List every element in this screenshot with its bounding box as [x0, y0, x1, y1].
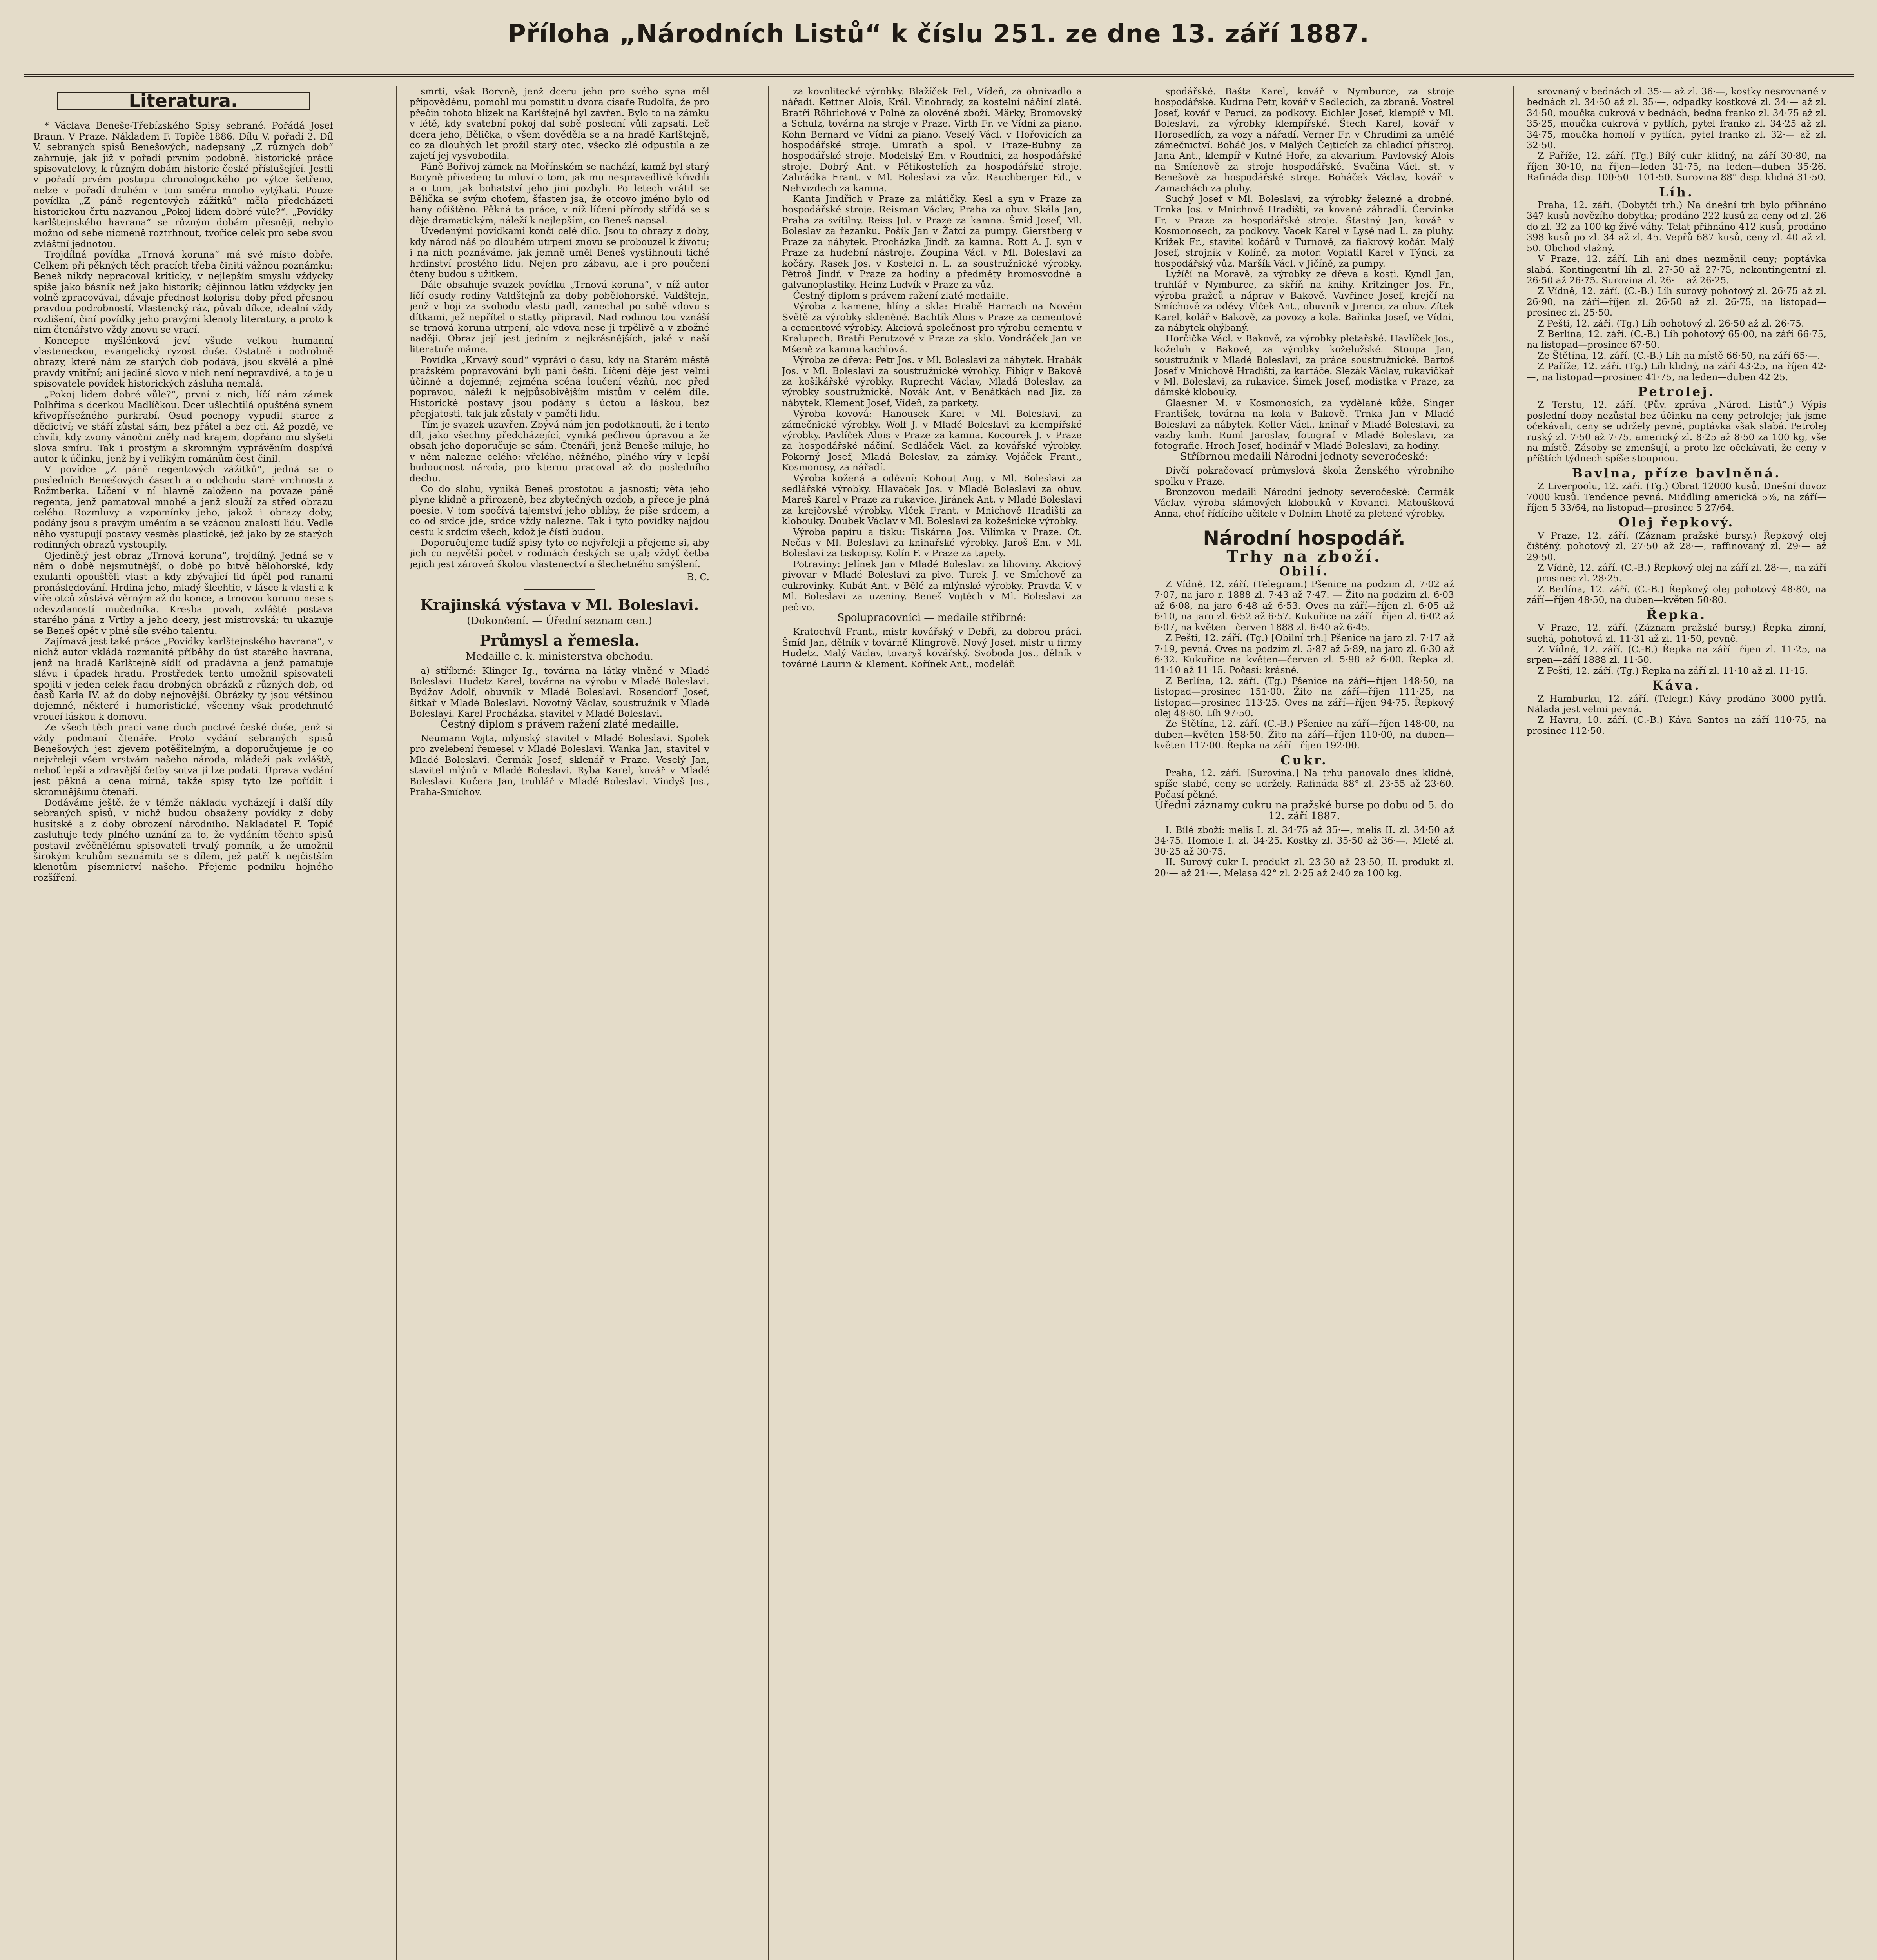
paragraph: Z Pešti, 12. září. (Tg.) [Obilní trh.] Pšenice na jaro zl. 7·17 až 7·19, pevná. Oves na podzim zl. 5·87 až 5·89, na jaro zl. 6·30 až 6·32. Kukuřice na květen—červen zl. 5·98 až 6·00. Řepka zl. 11·10 až 11·15. Počasí: krásné. — [1154, 632, 1454, 676]
paragraph: Kanta Jindřich v Praze za mlátičky. Kesl a syn v Praze za hospodářské stroje. Reisman Václav, Praha za obuv. Skála Jan, Praha za svítilny. Reiss Jul. v Praze za kamna. Šmid Josef, Ml. Boleslav za řezanku. Pošík Jan v Žatci za pumpy. Gierstberg v Praze za nábytek. Procházka Jindř. za kamna. Rott A. J. syn v Praze za hudební nástroje. Zoupina Václ. v Ml. Boleslavi za kočáry. Rasek Jos. v Kostelci n. L. za soustružnické výrobky. Pětroš Jindř. v Praze za hodiny a předměty hromosvodné a galvanoplastiky. Heinz Ludvík v Praze za vůz. — [782, 193, 1082, 290]
spolupracovnici-heading: Spolupracovníci — medaile stříbrné: — [837, 612, 1026, 624]
paragraph: Výroba kožená a oděvní: Kohout Aug. v Ml. Boleslavi za sedlářské výrobky. Hlaváček Jos. v Mladé Boleslavi za obuv. Mareš Karel v Praze za rukavice. Jiránek Ant. v Mladé Boleslavi za krejčovské výrobky. Vlček Frant. v Mnichově Hradišti za klobouky. Doubek Václav v Ml. Boleslavi za kožešnické výrobky. — [782, 472, 1082, 527]
paragraph: Ze Štětína, 12. září. (C.-B.) Pšenice na září—říjen 148·00, na duben—květen 158·50. Žito na září—říjen 110·00, na duben—květen 117·00. Řepka na září—říjen 192·00. — [1154, 718, 1454, 751]
paragraph: Ze všech těch prací vane duch poctivé české duše, jenž si vždy podmaní čtenáře. Proto vydání sebraných spisů Benešových jest zjevem potěšitelným, a doporučujeme je co nejvřeleji všem vrstvám našeho národa, mládeži pak zvláště, neboť lepší a zdravější četby sotva jí lze podati. Úprava vydání jest pěkná a cena mírná, takže spisy tyto lze pořídit i skromnějšímu čtenáři. — [33, 722, 333, 797]
paragraph: Tím je svazek uzavřen. Zbývá nám jen podotknouti, že i tento díl, jako všechny předcházející, vyniká pečlivou úpravou a že obsah jeho doporučuje se sám. Čtenáři, jenž Beneše miluje, ho v něm nalezne celého: vřelého, něžného, plného víry v lepší budoucnost národa, pro kterou pracoval až do posledního dechu. — [410, 419, 709, 484]
paragraph: Zajímavá jest také práce „Povídky karlštejnského havrana“, v nichž autor vkládá rozmanité příběhy do úst starého havrana, jenž na hradě Karlštejně sídlí od pradávna a jenž pamatuje slávu i úpadek hradu. Prostředek tento umožnil spisovateli spojiti v jeden celek řadu drobných obrázků z různých dob, od časů Karla IV. až do doby nejnovější. Obrázky ty jsou většinou dojemné, některé i humoristické, všechny však prodchnuté vroucí láskou k domovu. — [33, 635, 333, 722]
paragraph: Bronzovou medaili Národní jednoty severočeské: Čermák Václav, výroba slámových klobouků v Kovanci. Matoušková Anna, choť řídícího učitele v Dolním Lhotě za pletené výrobky. — [1154, 486, 1454, 519]
paragraph: Dodáváme ještě, že v témže nákladu vycházejí i další díly sebraných spisů, v nichž budou obsaženy povídky z doby husitské a z doby obrození národního. Nakladatel F. Topič zasluhuje tedy plného uznání za to, že vydáním těchto spisů postavil zvěčnělému spisovateli trvalý pomník, a že umožnil širokým kruhům seznámiti se s dílem, jež patří k nejčistším klenotům písemnictví našeho. Přejeme podniku hojného rozšíření. — [33, 797, 333, 883]
signature: B. C. — [687, 572, 709, 583]
silver-medal-heading: Stříbrnou medaili Národní jednoty severočeské: — [1180, 450, 1429, 463]
spolupracovnici-text — [782, 626, 1082, 670]
column-1 — [33, 86, 333, 1960]
paragraph: V Praze, 12. září. (Záznam pražské bursy.) Řepkový olej čištěný, pohotový zl. 27·50 až 28·—, raffinovaný zl. 29·— až 29·50. — [1527, 530, 1826, 563]
olej-text — [1527, 530, 1826, 606]
paragraph: Výroba papíru a tisku: Tiskárna Jos. Vilímka v Praze. Ot. Nečas v Ml. Boleslavi za knihařské výrobky. Jaroš Em. v Ml. Boleslavi za tiskopisy. Kolín F. v Praze za tapety. — [782, 526, 1082, 559]
paragraph: II. Surový cukr I. produkt zl. 23·30 až 23·50, II. produkt zl. 20·— až 21·—. Melasa 42° zl. 2·25 až 2·40 za 100 kg. — [1154, 857, 1454, 878]
column-3 — [782, 86, 1082, 1960]
lih-text — [1527, 200, 1826, 383]
paragraph: Výroba ze dřeva: Petr Jos. v Ml. Boleslavi za nábytek. Hrabák Jos. v Ml. Boleslavi za soustružnické výrobky. Fibigr v Bakově za košíkářské výrobky. Ruprecht Václav, Mladá Boleslav, za výrobky soustružnické. Novák Ant. v Benátkách nad Jiz. za nábytek. Klement Josef, Vídeň, za parkety. — [782, 354, 1082, 408]
medal-text — [1154, 465, 1454, 519]
cukr-title: Cukr. — [1280, 752, 1328, 768]
paragraph: Z Hamburku, 12. září. (Telegr.) Kávy prodáno 3000 pytlů. Nálada jest velmi pevná. — [1527, 693, 1826, 715]
paragraph: Z Vídně, 12. září. (Telegram.) Pšenice na podzim zl. 7·02 až 7·07, na jaro r. 1888 zl. 7·43 až 7·47. — Žito na podzim zl. 6·03 až 6·08, na jaro 6·48 až 6·53. Oves na září—říjen zl. 6·05 až 6·10, na jaro zl. 6·52 až 6·57. Kukuřice na září—říjen zl. 6·02 až 6·07, na květen—červen 1888 zl. 6·40 až 6·45. — [1154, 579, 1454, 633]
paragraph: smrti, však Boryně, jenž dceru jeho pro svého syna měl připovědénu, pomohl mu pomstít u dvora císaře Rudolfa, že pro přečin tohoto blízek na Karlštejně byl zavřen. Bylo to na zámku v létě, kdy svatební pokoj dal sobě poslední vůli zapsati. Leč dcera jeho, Bělička, o všem dověděla se a na hradě Karlštejně, co za dlouhých let prožil starý otec, všecko zlé odpustila a ze zajetí jej vysvobodila. — [410, 86, 709, 162]
paragraph: * Václava Beneše-Třebízského Spisy sebrané. Pořádá Josef Braun. V Praze. Nákladem F. Topiče 1886. Dílu V. pořadí 2. Díl V. sebraných spisů Benešových, nadepsaný „Z různých dob“ zahrnuje, jak již v pořadí prvním podobně, historické práce spisovatelovy, k různým dobám historie české příslušející. Jestli v pořadí prvém postupu chronologického po výtce šetřeno, nelze v pořadí druhém v tom směru mnoho vytýkati. Pouze povídka „Z páně regentových zážitků“ měla předcházeti historickou črtu nazvanou „Pokoj lidem dobré vůle?“. „Povídky karlštejnského havrana“ se různým dobám přesněji, nebylo možno od sebe nicméně roztrhnout, tvoříce celek pro sebe svou zvláštní jednotou. — [33, 120, 333, 249]
paragraph: Páně Bořivoj zámek na Mořínském se nachází, kamž byl starý Boryně přiveden; tu mluví o tom, jak mu nespravedlivě křivdili a o tom, jak bohatství jeho jiní pozbyli. Po letech vrátil se Bělička se svým choťem, šťasten jsa, že otcovo jméno bylo od hany očištěno. Pěkná ta práce, v níž líčení přírody střídá se s děje dramatickým, náleží k nejlepším, co Beneš napsal. — [410, 161, 709, 226]
awards-continued-text — [1154, 86, 1454, 452]
column-2 — [410, 86, 709, 1960]
paragraph: srovnaný v bednách zl. 35·— až zl. 36·—, kostky nesrovnané v bednách zl. 34·50 až zl. 35·—, odpadky kostkové zl. 34·— až zl. 34·50, moučka cukrová v bednách, bedna franko zl. 34·75 až zl. 35·25, moučka cukrová v pytlích, pytel franko zl. 34·25 až zl. 34·75, moučka homolí v pytlích, pytel franko zl. 32·— až zl. 32·50. — [1527, 86, 1826, 151]
hospodar-title: Národní hospodář. — [1203, 527, 1405, 550]
bavlna-title: Bavlna, příze bavlněná. — [1572, 465, 1781, 481]
paragraph: a) stříbrné: Klinger Ig., továrna na látky vlněné v Mladé Boleslavi. Hudetz Karel, továrna na výrobu v Mladé Boleslavi. Bydžov Adolf, obuvník v Mladé Boleslavi. Rosendorf Josef, šitkař v Mladé Boleslavi. Novotný Václav, soustružník v Mladé Boleslavi. Karel Procházka, stavitel v Mladé Boleslavi. — [410, 665, 709, 719]
column-5 — [1527, 86, 1826, 1960]
paragraph: Suchý Josef v Ml. Boleslavi, za výrobky železné a drobné. Trnka Jos. v Mnichově Hradišti, za kované zábradlí. Červinka Fr. v Praze za hospodářské stroje. Šťastný Jan, kovář v Kosmonosech, za podkovy. Vacek Karel v Lysé nad L. za pluhy. Krížek Fr., stavitel kočárů v Turnově, za fiakrový kočár. Malý Josef, strojník v Kolíně, za motor. Voplatil Karel v Týnci, za hospodářský vůz. Maršík Václ. v Jičíně, za pumpy. — [1154, 193, 1454, 269]
paragraph: V Praze, 12. září. Lih ani dnes nezměnil ceny; poptávka slabá. Kontingentní líh zl. 27·50 až 27·75, nekontingentní zl. 26·50 až 26·75. Surovina zl. 26·— až 26·25. — [1527, 253, 1826, 286]
section-divider — [524, 589, 595, 590]
cukr-heading: Úřední záznamy cukru na pražské burse po dobu od 5. do 12. září 1887. — [1155, 799, 1454, 822]
paragraph: Horčička Václ. v Bakově, za výrobky pletařské. Havlíček Jos., koželuh v Bakově, za výrobky koželužské. Stoupa Jan, soustružník v Mladé Boleslavi, za práce soustružnické. Bartoš Josef v Mnichově Hradišti, za kartáče. Slezák Václav, rukavičkář v Ml. Boleslavi, za rukavice. Šimek Josef, modistka v Praze, za dámské klobouky. — [1154, 333, 1454, 398]
paragraph: Doporučujeme tudíž spisy tyto co nejvřeleji a přejeme si, aby jich co největší počet v rodinách českých se ujal; vždyť četba jejich jest zároveň školou vlastenectví a šlechetného smýšlení. — [410, 537, 709, 570]
paragraph: Praha, 12. září. [Surovina.] Na trhu panovalo dnes klidné, spíše slabé, ceny se udržely. Rafináda 88° zl. 23·55 až 23·60. Počasí pěkné. — [1154, 767, 1454, 800]
paragraph: Povídka „Krvavý soud“ vypráví o času, kdy na Starém městě pražském popravováni byli páni čeští. Líčení děje jest velmi účinné a dojemné; zejména scéna loučení vězňů, noc před popravou, náleží k nejpůsobivějším místům v celém díle. Historické postavy jsou podány s úctou a láskou, bez přepjatosti, tak jak zůstaly v paměti lidu. — [410, 354, 709, 419]
paragraph: Čestný diplom s právem ražení zlaté medaille. — [793, 290, 1009, 301]
paragraph: Praha, 12. září. (Dobytčí trh.) Na dnešní trh bylo přihnáno 347 kusů hovězího dobytka; prodáno 222 kusů za ceny od zl. 26 do zl. 32 za 100 kg živé váhy. Telat přihnáno 412 kusů, prodáno 398 kusů po zl. 34 až zl. 45. Vepřů 687 kusů, ceny zl. 40 až zl. 50. Obchod vlažný. — [1527, 200, 1826, 254]
vystava-text — [410, 666, 709, 719]
supplement-header: Příloha „Národních Listů“ k číslu 251. ze dne 13. září 1887. — [507, 20, 1370, 49]
paragraph: Z Paříže, 12. září. (Tg.) Bílý cukr klidný, na září 30·80, na říjen 30·10, na říjen—leden 31·75, na leden—duben 35·26. Rafináda disp. 100·50—101·50. Surovina 88° disp. klidná 31·50. — [1527, 150, 1826, 183]
paragraph: Ze Štětína, 12. září. (C.-B.) Líh na místě 66·50, na září 65·—. — [1538, 350, 1821, 361]
literatura-text — [33, 120, 333, 883]
vystava-awards-text — [782, 86, 1082, 613]
obili-title: Obilí. — [1279, 563, 1329, 579]
petrolej-title: Petrolej. — [1638, 384, 1715, 399]
repka-text — [1527, 622, 1826, 676]
vystava-text-2 — [410, 733, 709, 797]
paragraph: Dále obsahuje svazek povídku „Trnová koruna“, v níž autor líčí osudy rodiny Valdštejnů za doby pobělohorské. Valdštejn, jenž v boji za svobodu vlasti padl, zanechal po sobě vdovu s dítkami, jež nepřítel o statky připravil. Nad rodinou tou vznáší se trnová koruna utrpení, ale vdova nese ji trpělivě a v zbožné naději. Obraz její jest jedním z nejkrásnějších, jaké v naší literatuře máme. — [410, 279, 709, 355]
paragraph: Potraviny: Jelínek Jan v Mladé Boleslavi za lihoviny. Akciový pivovar v Mladé Boleslavi za pivo. Turek J. ve Smíchově za cukrovinky. Kubát Ant. v Bělé za mlýnské výrobky. Pravda V. v Ml. Boleslavi za uzeniny. Beneš Vojtěch v Ml. Boleslavi za pečivo. — [782, 558, 1082, 613]
paragraph: Koncepce myšlénková jeví všude velkou humanní vlasteneckou, evangelický ryzost duše. Ostatně i podrobně obrazy, které nám ze starých dob podává, jsou skvělé a plné pravdy vnitřní; ani jediné slovo v nich není nepravdivé, a to je u spisovatele povídek historických zásluha nemalá. — [33, 335, 333, 389]
paragraph: spodářské. Bašta Karel, kovář v Nymburce, za stroje hospodářské. Kudrna Petr, kovář v Sedlecích, za zbraně. Vostrel Josef, kovář v Peruci, za podkovy. Eichler Josef, klempíř v Ml. Boleslavi, za výrobky klempířské. Štech Karel, kovář v Horosedlích, za vozy a nářadí. Verner Fr. v Chrudimi za umělé zámečnictví. Boháč Jos. v Malých Čejticích za chladicí přístroj. Jana Ant., klempíř v Kutné Hoře, za akvarium. Pavlovský Alois na Smíchově za stroje hospodářské. Svačina Václ. st. v Benešově za hospodářské stroje. Boháček Václav, kovář v Zamachách za pluhy. — [1154, 86, 1454, 194]
paragraph: V povídce „Z páně regentových zážitků“, jedná se o posledních Benešových časech a o odchodu staré vrchnosti z Rožmberka. Líčení v ní hlavně založeno na povaze páně regenta, jenž pamatoval mnohé a jenž slouží za střed obrazu celého. Rozmluvy a vzpomínky jeho, jakož i obrazy doby, podány jsou s pravým uměním a se vzácnou znalostí lidu. Vedle něho vystupují postavy vesměs plastické, jež jako by ze starých rodinných obrazů vystoupily. — [33, 464, 333, 550]
paragraph: Z Vídně, 12. září. (C.-B.) Líh surový pohotový zl. 26·75 až zl. 26·90, na září—říjen zl. 26·50 až zl. 26·75, na listopad—prosinec zl. 25·50. — [1527, 285, 1826, 318]
literatura-continued-text — [410, 86, 709, 570]
bavlna-text — [1527, 481, 1826, 513]
paragraph: Uvedenými povídkami končí celé dílo. Jsou to obrazy z doby, kdy národ náš po dlouhém utrpení znovu se probouzel k životu; i na nich poznáváme, jak jemně uměl Beneš vystihnouti tiché hrdinství prostého lidu. Nejen pro zábavu, ale i pro poučení čteny budou s užitkem. — [410, 225, 709, 279]
paragraph: Z Berlína, 12. září. (C.-B.) Líh pohotový 65·00, na září 66·75, na listopad—prosinec 67·50. — [1527, 328, 1826, 350]
vystava-title: Krajinská výstava v Ml. Boleslavi. — [420, 595, 699, 613]
paragraph: Trojdílná povídka „Trnová koruna“ má své místo dobře. Celkem při pěkných těch pracích třeba činiti vážnou poznámku: Beneš nikdy nepracoval kriticky, v nejlepším smyslu vždycky spíše jako básník než jako historik; dějinnou látku vždycky jen volně zpracovával, dávaje přednost kolorisu doby před přesnou pravdou podrobností. Vlastencký ráz, půvab díkce, idealní vždy rozlišení, činí povídky jeho pravými klenoty literatury, a proto k nim čtenářstvo vždy znovu se vrací. — [33, 249, 333, 336]
repka-title: Řepka. — [1646, 607, 1707, 622]
kava-title: Káva. — [1652, 678, 1701, 693]
column-rule — [1513, 86, 1514, 1960]
diploma-heading: Čestný diplom s právem ražení zlaté medaille. — [440, 718, 679, 730]
lih-title: Líh. — [1659, 184, 1694, 200]
medal-heading: Medaille c. k. ministerstva obchodu. — [466, 651, 653, 663]
paragraph: V Praze, 12. září. (Záznam pražské bursy.) Řepka zimní, suchá, pohotová zl. 11·31 až zl. 11·50, pevně. — [1527, 622, 1826, 644]
paragraph: za kovolitecké výrobky. Blažíček Fel., Vídeň, za obnivadlo a nářadí. Kettner Alois, Král. Vinohrady, za kostelní náčiní zlaté. Bratři Röhrichové v Polné za olověné zboží. Märky, Bromovský a Schulz, továrna na stroje v Praze. Virth Fr. ve Vídni za piano. Kohn Bernard ve Vídni za piano. Veselý Václ. v Hořovicích za hospodářské stroje. Umrath a spol. v Praze-Bubny za hospodářské stroje. Modelský Em. v Roudnici, za hospodářské stroje. Dobrý Ant. v Pětikostelích za hospodářské stroje. Zahrádka Frant. v Ml. Boleslavi za vůz. Rauchberger Ed., v Nehvizdech za kamna. — [782, 86, 1082, 194]
paragraph: Dívčí pokračovací průmyslová škola Ženského výrobního spolku v Praze. — [1154, 465, 1454, 487]
prumysl-heading: Průmysl a řemesla. — [479, 632, 640, 650]
column-rule — [396, 86, 397, 1960]
paragraph: Lyžíčí na Moravě, za výrobky ze dřeva a kosti. Kyndl Jan, truhlář v Nymburce, za skříň na knihy. Kritzinger Jos. Fr., výroba pražců a náprav v Bakově. Vavřinec Josef, krejčí na Smíchově za oděvy. Vlček Ant., obuvník v Jirenci, za obuv. Zítek Karel, kolář v Bakově, za povozy a kola. Bařinka Josef, ve Vídni, za nábytek ohýbaný. — [1154, 268, 1454, 333]
header-rule — [24, 74, 1854, 77]
cukr-text-2 — [1154, 825, 1454, 878]
vystava-subtitle: (Dokončení. — Úřední seznam cen.) — [467, 615, 652, 627]
paragraph: Co do slohu, vyniká Beneš prostotou a jasností; věta jeho plyne klidně a přirozeně, bez zbytečných ozdob, a přece je plná poesie. V tom spočívá tajemství jeho obliby, že píše srdcem, a co od srdce jde, srdce vždy nalezne. Tak i tyto povídky najdou cestu k srdcím všech, kdož je čísti budou. — [410, 483, 709, 537]
paragraph: Výroba kovová: Hanousek Karel v Ml. Boleslavi, za zámečnické výrobky. Wolf J. v Mladé Boleslavi za klempířské výrobky. Pavlíček Alois v Praze za kamna. Kocourek J. v Praze za hospodářské náčiní. Sedláček Václ. za kovářské výrobky. Pokorný Josef, Mladá Boleslav, za zámky. Vojáček Frant., Kosmonosy, za nářadí. — [782, 408, 1082, 473]
literatura-title: Literatura. — [57, 92, 310, 110]
paragraph: „Pokoj lidem dobré vůle?“, první z nich, líčí nám zámek Polhřima s dcerkou Madlíčkou. Dcer ušlechtilá opuštěná synem křivopřísežného purkrabí. Osud pochopy vypudil starce z dědictví; ve stáří zůstal sám, bez přátel a bez cti. Až pozdě, ve chvíli, kdy zvony vánoční zněly nad krajem, dopřáno mu slyšeti slova smíru. Tak i prostým a skromným vyprávěním dospívá autor k účinku, jenž by i velikým románům čest činil. — [33, 388, 333, 464]
paragraph: Z Berlína, 12. září. (C.-B.) Řepkový olej pohotový 48·80, na září—říjen 48·50, na duben—květen 50·80. — [1527, 583, 1826, 606]
paragraph: Výroba z kamene, hlíny a skla: Hrabě Harrach na Novém Světě za výrobky skleněné. Bachtík Alois v Praze za cementové a cementové výrobky. Akciová společnost pro výrobu cementu v Kralupech. Bratři Perutzové v Praze za sklo. Vondráček Jan ve Mšeně za kamna kachlová. — [782, 301, 1082, 355]
paragraph: Z Terstu, 12. září. (Pův. zpráva „Národ. Listů“.) Výpis poslední doby nezůstal bez účinku na ceny petroleje; jak jsme očekávali, ceny se udržely pevné, poptávka však slabá. Petrolej ruský zl. 7·50 až 7·75, americký zl. 8·25 až 8·50 za 100 kg, vše na místě. Zásoby se zmenšují, a proto lze očekávati, že ceny v příštích týdnech spíše stoupnou. — [1527, 399, 1826, 464]
column-rule — [768, 86, 769, 1960]
paragraph: Z Pešti, 12. září. (Tg.) Líh pohotový zl. 26·50 až zl. 26·75. — [1538, 318, 1804, 329]
paragraph: Z Vídně, 12. září. (C.-B.) Řepkový olej na září zl. 28·—, na září—prosinec zl. 28·25. — [1527, 562, 1826, 584]
obili-text — [1154, 579, 1454, 751]
cukr-continued-text — [1527, 86, 1826, 183]
paragraph: Glaesner M. v Kosmonosích, za vydělané kůže. Singer František, továrna na kola v Bakově. Trnka Jan v Mladé Boleslavi za nábytek. Koller Václ., knihař v Mladé Boleslavi, za vazby knih. Ruml Jaroslav, fotograf v Mladé Boleslavi, za fotografie. Hroch Josef, hodinář v Mladé Boleslavi, za hodiny. — [1154, 397, 1454, 452]
column-4 — [1154, 86, 1454, 1960]
paragraph: Z Paříže, 12. září. (Tg.) Líh klidný, na září 43·25, na říjen 42·—, na listopad—prosinec 41·75, na leden—duben 42·25. — [1527, 361, 1826, 383]
paragraph: Z Liverpoolu, 12. září. (Tg.) Obrat 12000 kusů. Dnešní dovoz 7000 kusů. Tendence pevná. Middling americká 5⅝, na září—říjen 5 33/64, na listopad—prosinec 5 27/64. — [1527, 481, 1826, 514]
paragraph: I. Bílé zboží: melis I. zl. 34·75 až 35·—, melis II. zl. 34·50 až 34·75. Homole I. zl. 34·25. Kostky zl. 35·50 až 36·—. Mleté zl. 30·25 až 30·75. — [1154, 824, 1454, 857]
petrolej-text — [1527, 399, 1826, 464]
paragraph: Z Berlína, 12. září. (Tg.) Pšenice na září—říjen 148·50, na listopad—prosinec 151·00. Žito na září—říjen 111·25, na listopad—prosinec 113·25. Oves na září—říjen 94·75. Řepkový olej 48·80. Líh 97·50. — [1154, 675, 1454, 719]
paragraph: Z Pešti, 12. září. (Tg.) Řepka na září zl. 11·10 až zl. 11·15. — [1538, 665, 1808, 676]
kava-text — [1527, 693, 1826, 737]
paragraph: Ojedinělý jest obraz „Trnová koruna“, trojdílný. Jedná se v něm o době nejsmutnější, o době po bitvě bělohorské, kdy exulanti opouštěli vlast a kdy zbývající lid úpěl pod ranami pronásledování. Hrdina jeho, mladý šlechtic, v lásce k vlasti a k víře otců zůstává věrným až do konce, a trnovou korunu nese s odevzdaností mučedníka. Kresba povah, zvláště postava starého pána z Vrtby a jeho dcery, jest mistrovská; tu ukazuje se Beneš opět v plné síle svého talentu. — [33, 550, 333, 636]
olej-title: Olej řepkový. — [1618, 515, 1735, 530]
paragraph: Z Vídně, 12. září. (C.-B.) Řepka na září—říjen zl. 11·25, na srpen—září 1888 zl. 11·50. — [1527, 643, 1826, 666]
paragraph: Z Havru, 10. září. (C.-B.) Káva Santos na září 110·75, na prosinec 112·50. — [1527, 714, 1826, 736]
paragraph: Neumann Vojta, mlýnský stavitel v Mladé Boleslavi. Spolek pro zvelebení řemesel v Mladé Boleslavi. Wanka Jan, stavitel v Mladé Boleslavi. Čermák Josef, sklenář v Praze. Veselý Jan, stavitel mlýnů v Mladé Boleslavi. Ryba Karel, kovář v Mladé Boleslavi. Kučera Jan, truhlář v Mladé Boleslavi. Vindyš Jos., Praha-Smíchov. — [410, 732, 709, 797]
cukr-text — [1154, 768, 1454, 800]
trhy-title: Trhy na zboží. — [1226, 547, 1382, 566]
paragraph: Kratochvíl Frant., mistr kovářský v Debři, za dobrou práci. Šmíd Jan, dělník v továrně Klingrově. Nový Josef, mistr u firmy Hudetz. Malý Václav, tovaryš kovářský. Svoboda Jos., dělník v továrně Laurin & Klement. Kořínek Ant., modelář. — [782, 626, 1082, 670]
